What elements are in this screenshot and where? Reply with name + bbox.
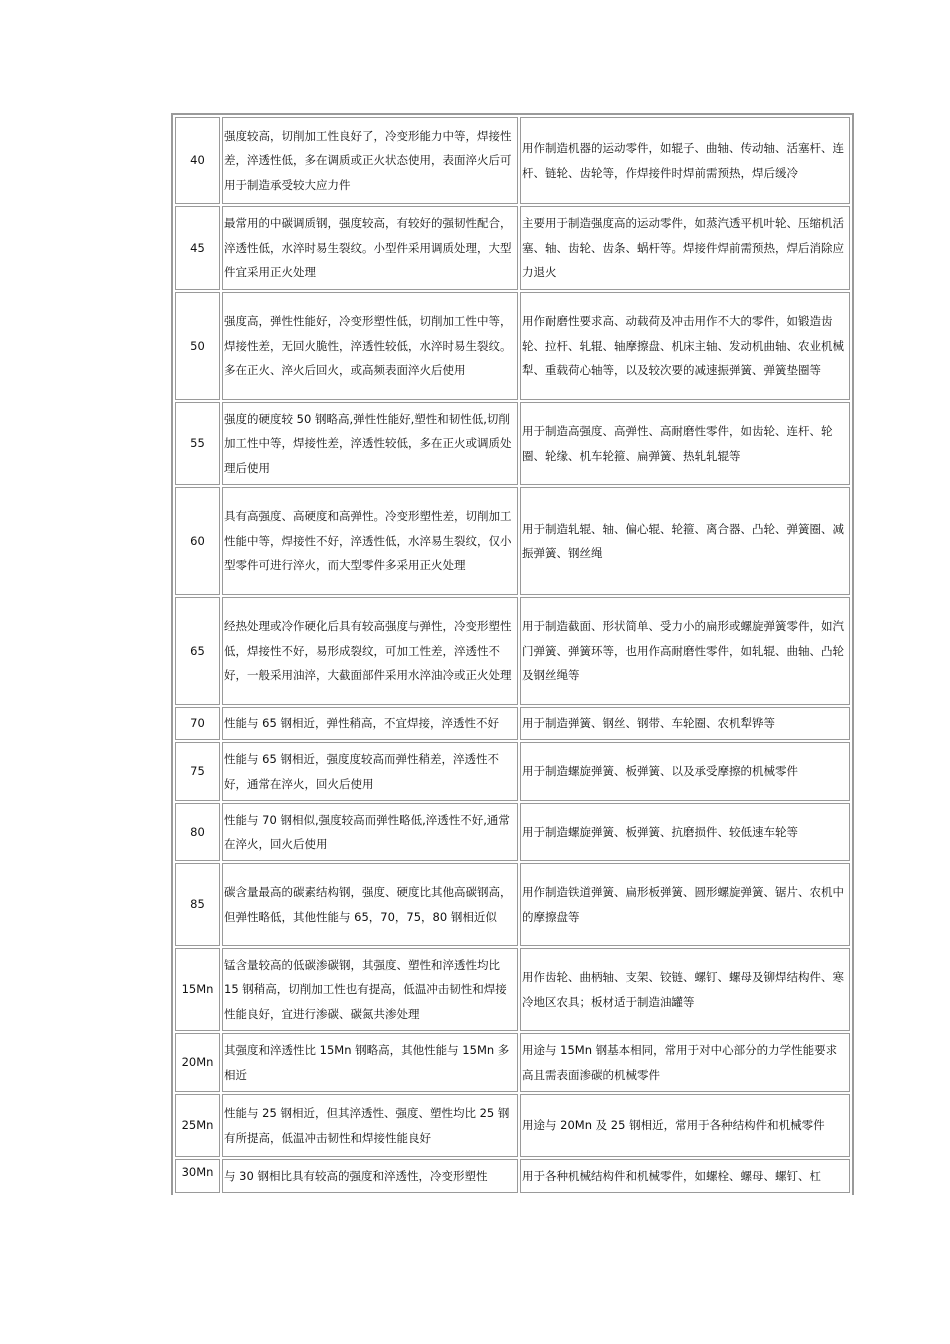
uses-cell: 用作耐磨性要求高、动载荷及冲击用作不大的零件，如锻造齿轮、拉杆、轧辊、轴摩擦盘、机床主轴、发动机曲轴、农业机械犁、重载荷心轴等，以及较次要的减速振弹簧、弹簧垫圈等 xyxy=(520,292,850,400)
grade-cell: 20Mn xyxy=(175,1033,220,1092)
steel-properties-table xyxy=(171,113,854,1195)
uses-cell: 用于制造高强度、高弹性、高耐磨性零件，如齿轮、连杆、轮圈、轮缘、机车轮箍、扁弹簧、热轧轧辊等 xyxy=(520,402,850,485)
table-row xyxy=(175,117,850,204)
uses-cell: 用于各种机械结构件和机械零件，如螺栓、螺母、螺钉、杠 xyxy=(520,1159,850,1193)
table-row xyxy=(175,597,850,705)
grade-cell: 15Mn xyxy=(175,948,220,1031)
uses-cell: 用于制造螺旋弹簧、板弹簧、抗磨损件、较低速车轮等 xyxy=(520,803,850,861)
properties-cell: 强度高，弹性性能好，冷变形塑性低，切削加工性中等，焊接性差，无回火脆性，淬透性较低，水淬时易生裂纹。多在正火、淬火后回火，或高频表面淬火后使用 xyxy=(222,292,518,400)
properties-cell: 锰含量较高的低碳渗碳钢，其强度、塑性和淬透性均比 15 钢稍高，切削加工性也有提高，低温冲击韧性和焊接性能良好，宜进行渗碳、碳氮共渗处理 xyxy=(222,948,518,1031)
properties-cell: 最常用的中碳调质钢，强度较高，有较好的强韧性配合，淬透性低，水淬时易生裂纹。小型件采用调质处理，大型件宜采用正火处理 xyxy=(222,206,518,290)
properties-cell: 性能与 25 钢相近，但其淬透性、强度、塑性均比 25 钢有所提高，低温冲击韧性和焊接性能良好 xyxy=(222,1094,518,1157)
uses-cell: 用于制造轧辊、轴、偏心辊、轮箍、离合器、凸轮、弹簧圈、减振弹簧、钢丝绳 xyxy=(520,487,850,595)
grade-cell: 80 xyxy=(175,803,220,861)
properties-cell: 性能与 70 钢相似,强度较高而弹性略低,淬透性不好,通常在淬火，回火后使用 xyxy=(222,803,518,861)
table-row xyxy=(175,1159,850,1193)
grade-cell: 85 xyxy=(175,863,220,946)
grade-cell: 40 xyxy=(175,117,220,204)
grade-cell: 30Mn xyxy=(175,1159,220,1193)
uses-cell: 用作制造机器的运动零件，如辊子、曲轴、传动轴、活塞杆、连杆、链轮、齿轮等，作焊接件时焊前需预热，焊后缓冷 xyxy=(520,117,850,204)
table-row xyxy=(175,803,850,861)
table-row xyxy=(175,292,850,400)
table-row xyxy=(175,1094,850,1157)
table-row xyxy=(175,742,850,801)
uses-cell: 用途与 20Mn 及 25 钢相近，常用于各种结构件和机械零件 xyxy=(520,1094,850,1157)
uses-cell: 主要用于制造强度高的运动零件，如蒸汽透平机叶轮、压缩机活塞、轴、齿轮、齿条、蜗杆等。焊接件焊前需预热，焊后消除应力退火 xyxy=(520,206,850,290)
uses-cell: 用于制造螺旋弹簧、板弹簧、以及承受摩擦的机械零件 xyxy=(520,742,850,801)
properties-cell: 性能与 65 钢相近，弹性稍高，不宜焊接，淬透性不好 xyxy=(222,707,518,740)
uses-cell: 用于制造弹簧、钢丝、钢带、车轮圈、农机犁铧等 xyxy=(520,707,850,740)
table-row xyxy=(175,487,850,595)
grade-cell: 45 xyxy=(175,206,220,290)
table-row xyxy=(175,948,850,1031)
table-row xyxy=(175,863,850,946)
grade-cell: 75 xyxy=(175,742,220,801)
properties-cell: 经热处理或冷作硬化后具有较高强度与弹性，冷变形塑性低，焊接性不好，易形成裂纹，可加工性差，淬透性不好，一般采用油淬，大截面部件采用水淬油冷或正火处理 xyxy=(222,597,518,705)
grade-cell: 50 xyxy=(175,292,220,400)
properties-cell: 其强度和淬透性比 15Mn 钢略高，其他性能与 15Mn 多相近 xyxy=(222,1033,518,1092)
table-row xyxy=(175,206,850,290)
properties-cell: 具有高强度、高硬度和高弹性。冷变形塑性差，切削加工性能中等，焊接性不好，淬透性低，水淬易生裂纹，仅小型零件可进行淬火，而大型零件多采用正火处理 xyxy=(222,487,518,595)
document-page xyxy=(171,113,850,1195)
properties-cell: 强度的硬度较 50 钢略高,弹性性能好,塑性和韧性低,切削加工性中等，焊接性差，淬透性较低，多在正火或调质处理后使用 xyxy=(222,402,518,485)
grade-cell: 25Mn xyxy=(175,1094,220,1157)
uses-cell: 用作制造铁道弹簧、扁形板弹簧、圆形螺旋弹簧、锯片、农机中的摩擦盘等 xyxy=(520,863,850,946)
uses-cell: 用于制造截面、形状简单、受力小的扁形或螺旋弹簧零件，如汽门弹簧、弹簧环等，也用作高耐磨性零件，如轧辊、曲轴、凸轮及钢丝绳等 xyxy=(520,597,850,705)
properties-cell: 性能与 65 钢相近，强度度较高而弹性稍差，淬透性不好，通常在淬火，回火后使用 xyxy=(222,742,518,801)
grade-cell: 70 xyxy=(175,707,220,740)
uses-cell: 用途与 15Mn 钢基本相同，常用于对中心部分的力学性能要求高且需表面渗碳的机械零件 xyxy=(520,1033,850,1092)
properties-cell: 碳含量最高的碳素结构钢，强度、硬度比其他高碳钢高，但弹性略低，其他性能与 65，70，75，80 钢相近似 xyxy=(222,863,518,946)
properties-cell: 与 30 钢相比具有较高的强度和淬透性，冷变形塑性 xyxy=(222,1159,518,1193)
table-row xyxy=(175,1033,850,1092)
grade-cell: 65 xyxy=(175,597,220,705)
table-row xyxy=(175,707,850,740)
grade-cell: 55 xyxy=(175,402,220,485)
table-row xyxy=(175,402,850,485)
grade-cell: 60 xyxy=(175,487,220,595)
uses-cell: 用作齿轮、曲柄轴、支架、铰链、螺钉、螺母及铆焊结构件、寒冷地区农具；板材适于制造油罐等 xyxy=(520,948,850,1031)
properties-cell: 强度较高，切削加工性良好了，冷变形能力中等，焊接性差，淬透性低，多在调质或正火状态使用，表面淬火后可用于制造承受较大应力件 xyxy=(222,117,518,204)
